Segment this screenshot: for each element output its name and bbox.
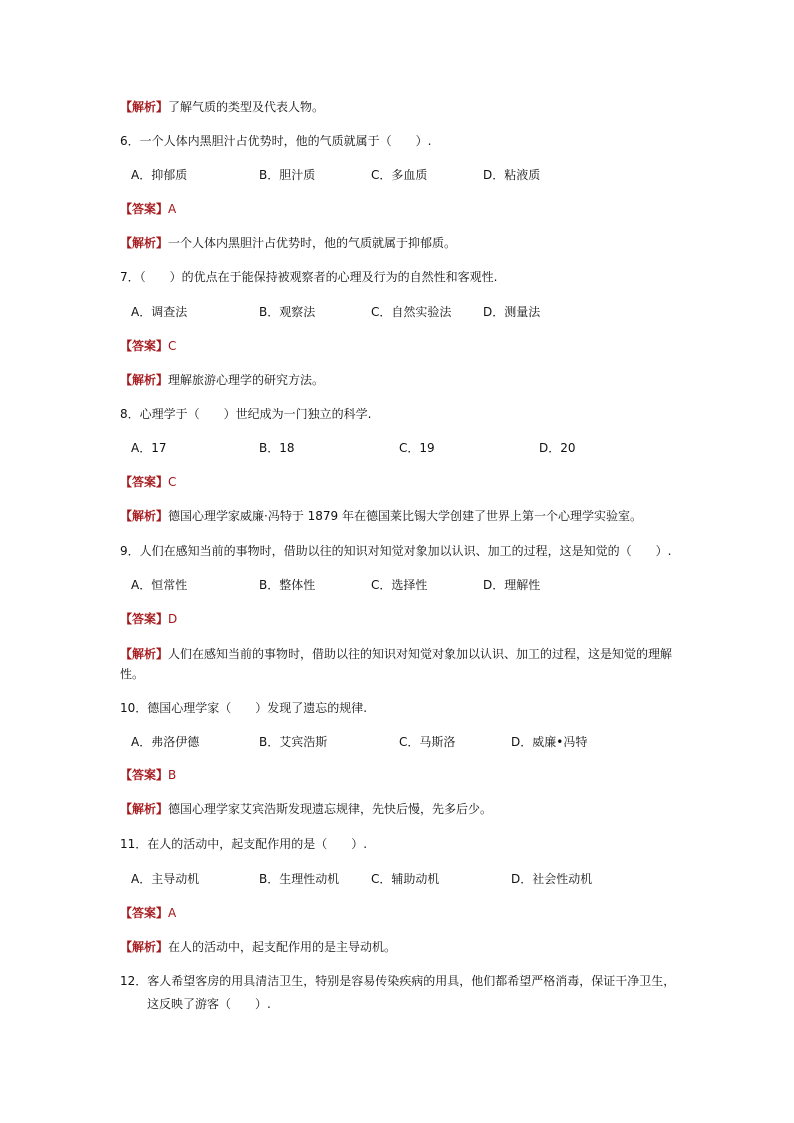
explanation-tag: 【解析】: [120, 373, 169, 387]
option-b: B．艾宾浩斯: [259, 735, 328, 749]
option-a: A．主导动机: [131, 872, 200, 886]
question-11: 11．在人的活动中，起支配作用的是（ ）.: [120, 837, 368, 851]
explanation-tag: 【解析】: [120, 647, 169, 661]
answer-value: C: [168, 475, 177, 489]
explanation-text: 理解旅游心理学的研究方法。: [168, 373, 325, 387]
question-9: 9．人们在感知当前的事物时，借助以往的知识对知觉对象加以认识、加工的过程，这是知觉的（ ）.: [120, 544, 672, 558]
option-c: C．自然实验法: [371, 305, 452, 319]
answer-line: [120, 611, 177, 627]
explanation-line: [120, 644, 680, 684]
question-10: 10．德国心理学家（ ）发现了遗忘的规律.: [120, 701, 368, 715]
explanation-tag: 【解析】: [120, 940, 169, 954]
explanation-tag: 【解析】: [120, 100, 169, 114]
answer-value: A: [168, 906, 177, 920]
answer-line: [120, 905, 176, 921]
option-b: B．观察法: [259, 305, 316, 319]
answer-line: [120, 474, 176, 490]
option-a: A．弗洛伊德: [131, 735, 200, 749]
explanation-line: [120, 939, 396, 955]
option-a: A．调查法: [131, 305, 188, 319]
answer-tag: 【答案】: [120, 202, 169, 216]
explanation-line: [120, 372, 324, 388]
explanation-line: [120, 508, 642, 524]
option-c: C．马斯洛: [399, 735, 456, 749]
option-a: A．抑郁质: [131, 168, 188, 182]
option-c: C．19: [399, 441, 435, 455]
explanation-text: 一个人体内黑胆汁占优势时，他的气质就属于抑郁质。: [168, 236, 457, 250]
answer-tag: 【答案】: [120, 768, 169, 782]
option-b: B．生理性动机: [259, 872, 340, 886]
explanation-line: [120, 99, 324, 115]
question-12-continuation: 这反映了游客（ ）.: [147, 997, 271, 1011]
explanation-text: 人们在感知当前的事物时，借助以往的知识对知觉对象加以认识、加工的过程，这是知觉的理解性。: [120, 647, 673, 681]
answer-value: B: [168, 768, 177, 782]
explanation-tag: 【解析】: [120, 236, 169, 250]
answer-value: C: [168, 339, 177, 353]
explanation-text: 在人的活动中，起支配作用的是主导动机。: [168, 940, 397, 954]
answer-tag: 【答案】: [120, 475, 169, 489]
explanation-text: 了解气质的类型及代表人物。: [168, 100, 325, 114]
explanation-text: 德国心理学家艾宾浩斯发现遗忘规律，先快后慢，先多后少。: [168, 802, 493, 816]
answer-tag: 【答案】: [120, 339, 169, 353]
option-d: D．粘液质: [483, 168, 541, 182]
option-c: C．选择性: [371, 578, 428, 592]
option-c: C．辅助动机: [371, 872, 440, 886]
answer-tag: 【答案】: [120, 612, 169, 626]
question-6: 6．一个人体内黑胆汁占优势时，他的气质就属于（ ）.: [120, 134, 432, 148]
option-c: C．多血质: [371, 168, 428, 182]
answer-tag: 【答案】: [120, 906, 169, 920]
option-d: D．理解性: [483, 578, 541, 592]
explanation-line: [120, 235, 456, 251]
option-a: A．恒常性: [131, 578, 188, 592]
option-d: D．威廉•冯特: [511, 735, 588, 749]
question-7: 7．（ ）的优点在于能保持被观察者的心理及行为的自然性和客观性.: [120, 270, 498, 284]
explanation-tag: 【解析】: [120, 802, 169, 816]
option-b: B．胆汁质: [259, 168, 316, 182]
explanation-text: 德国心理学家威廉·冯特于 1879 年在德国莱比锡大学创建了世界上第一个心理学实验室。: [168, 509, 643, 523]
question-8: 8．心理学于（ ）世纪成为一门独立的科学.: [120, 407, 372, 421]
answer-value: D: [168, 612, 178, 626]
question-12: 12．客人希望客房的用具清洁卫生，特别是容易传染疾病的用具，他们都希望严格消毒，保证干净卫生，: [120, 974, 676, 988]
explanation-line: [120, 801, 492, 817]
answer-value: A: [168, 202, 177, 216]
option-a: A．17: [131, 441, 167, 455]
answer-line: [120, 201, 176, 217]
explanation-tag: 【解析】: [120, 509, 169, 523]
answer-line: [120, 338, 176, 354]
option-d: D．测量法: [483, 305, 541, 319]
option-b: B．18: [259, 441, 295, 455]
option-d: D．20: [539, 441, 576, 455]
option-d: D．社会性动机: [511, 872, 593, 886]
answer-line: [120, 767, 176, 783]
option-b: B．整体性: [259, 578, 316, 592]
